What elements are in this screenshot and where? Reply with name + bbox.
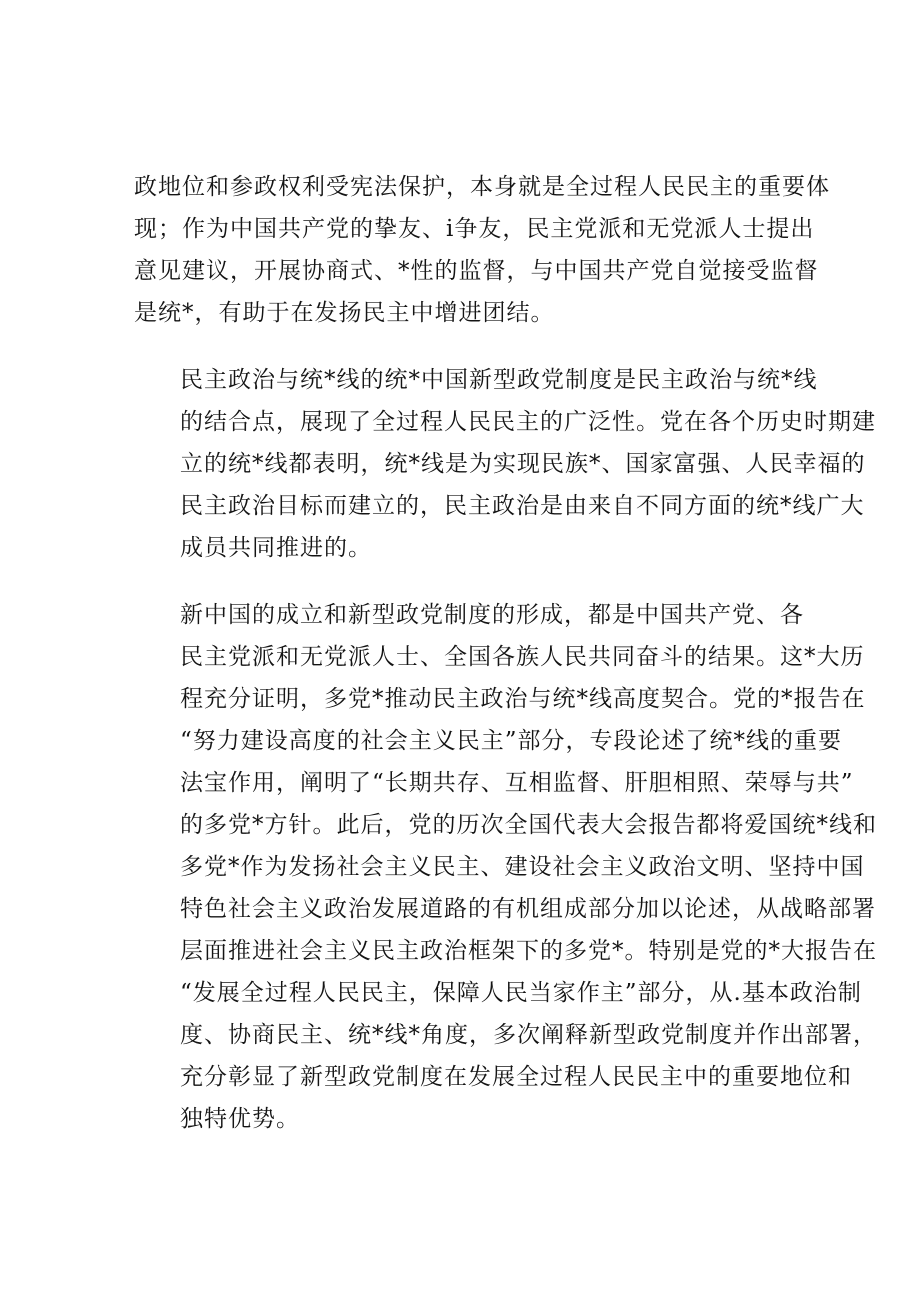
paragraph-line: 民主党派和无党派人士、全国各族人民共同奋斗的结果。这*大历	[180, 644, 865, 670]
paragraph-line: 的结合点，展现了全过程人民民主的广泛性。党在各个历史时期建	[180, 409, 876, 435]
paragraph-line: 独特优势。	[180, 1106, 300, 1132]
document-body	[134, 166, 877, 1140]
paragraph-line: “努力建设高度的社会主义民主”部分，专段论述了统*线的重要	[180, 728, 843, 754]
paragraph-line: 立的统*线都表明，统*线是为实现民族*、国家富强、人民幸福的	[180, 451, 866, 477]
paragraph-line: 特色社会主义政治发展道路的有机组成部分加以论述，从战略部署	[180, 896, 876, 922]
paragraph-line: 政地位和参政权利受宪法保护，本身就是全过程人民民主的重要体	[134, 174, 830, 200]
paragraph-line: 程充分证明，多党*推动民主政治与统*线高度契合。党的*报告在	[180, 686, 866, 712]
paragraph-line: 充分彰显了新型政党制度在发展全过程人民民主中的重要地位和	[180, 1064, 852, 1090]
paragraph-line: 意见建议，开展协商式、*性的监督，与中国共产党自觉接受监督	[134, 258, 819, 284]
paragraph-line: 新中国的成立和新型政党制度的形成，都是中国共产党、各	[180, 602, 804, 628]
paragraph-line: 是统*，有助于在发扬民主中增进团结。	[134, 300, 555, 326]
paragraph-line: 成员共同推进的。	[180, 535, 372, 561]
paragraph-line: 现；作为中国共产党的挚友、i争友，民主党派和无党派人士提出	[134, 216, 815, 242]
paragraph-line: 民主政治目标而建立的，民主政治是由来自不同方面的统*线广大	[180, 493, 865, 519]
paragraph-2	[134, 359, 876, 569]
paragraph-line: 层面推进社会主义民主政治框架下的多党*。特别是党的*大报告在	[180, 938, 877, 964]
paragraph-line: 度、协商民主、统*线*角度，多次阐释新型政党制度并作出部署，	[180, 1022, 877, 1048]
paragraph-line: “发展全过程人民民主，保障人民当家作主”部分，从.基本政治制	[180, 980, 862, 1006]
paragraph-line: 多党*作为发扬社会主义民主、建设社会主义政治文明、坚持中国	[180, 854, 865, 880]
paragraph-line: 的多党*方针。此后，党的历次全国代表大会报告都将爱国统*线和	[180, 812, 877, 838]
paragraph-1	[134, 166, 830, 334]
paragraph-3	[134, 594, 877, 1140]
paragraph-line: 民主政治与统*线的统*中国新型政党制度是民主政治与统*线	[180, 367, 818, 393]
paragraph-line: 法宝作用，阐明了“长期共存、互相监督、肝胆相照、荣辱与共”	[180, 770, 854, 796]
